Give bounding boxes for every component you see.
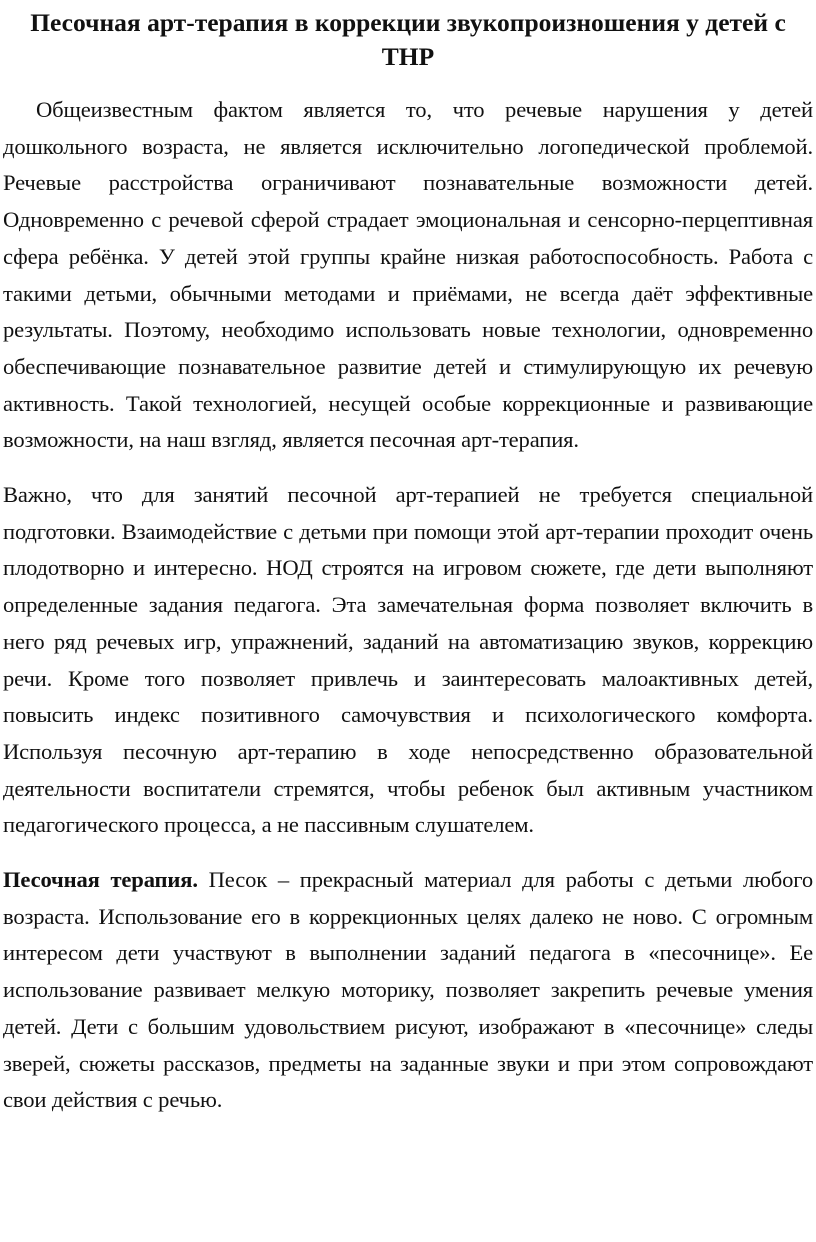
paragraph-importance: Важно, что для занятий песочной арт-терапией не требуется специальной подготовки. Взаимодействие с детьми при помощи этой арт-терапии проходит очень плодотворно и интересно. НОД строятся на игровом сюжете, где дети выполняют определенные задания педагога. Эта замечательная форма позволяет включить в него ряд речевых игр, упражнений, заданий на автоматизацию звуков, коррекцию речи. Кроме того позволяет привлечь и заинтересовать малоактивных детей, повысить индекс позитивного самочувствия и психологического комфорта. Используя песочную арт-терапию в ходе непосредственно образовательной деятельности воспитатели стремятся, чтобы ребенок был активным участником педагогического процесса, а не пассивным слушателем. [3,482,813,838]
document-title: Песочная арт-терапия в коррекции звукопроизношения у детей с ТНР [30,8,786,71]
paragraph-intro: Общеизвестным фактом является то, что речевые нарушения у детей дошкольного возраста, не является исключительно логопедической проблемой. Речевые расстройства ограничивают познавательные возможности детей. Одновременно с речевой сферой страдает эмоциональная и сенсорно-перцептивная сфера ребёнка. У детей этой группы крайне низкая работоспособность. Работа с такими детьми, обычными методами и приёмами, не всегда даёт эффективные результаты. Поэтому, необходимо использовать новые технологии, одновременно обеспечивающие познавательное развитие детей и стимулирующую их речевую активность. Такой технологией, несущей особые коррекционные и развивающие возможности, на наш взгляд, является песочная арт-терапия. [3,97,813,453]
paragraph-sand-therapy [3,862,813,1119]
document-page [3,6,813,1119]
paragraph-lead-heading: Песочная терапия. [3,867,198,893]
paragraph-sand-therapy-text: Песок – прекрасный материал для работы с детьми любого возраста. Использование его в коррекционных целях далеко не ново. С огромным интересом дети участвуют в выполнении заданий педагога в «песочнице». Ее использование развивает мелкую моторику, позволяет закрепить речевые умения детей. Дети с большим удовольствием рисуют, изображают в «песочнице» следы зверей, сюжеты рассказов, предметы на заданные звуки и при этом сопровождают свои действия с речью. [3,867,813,1113]
